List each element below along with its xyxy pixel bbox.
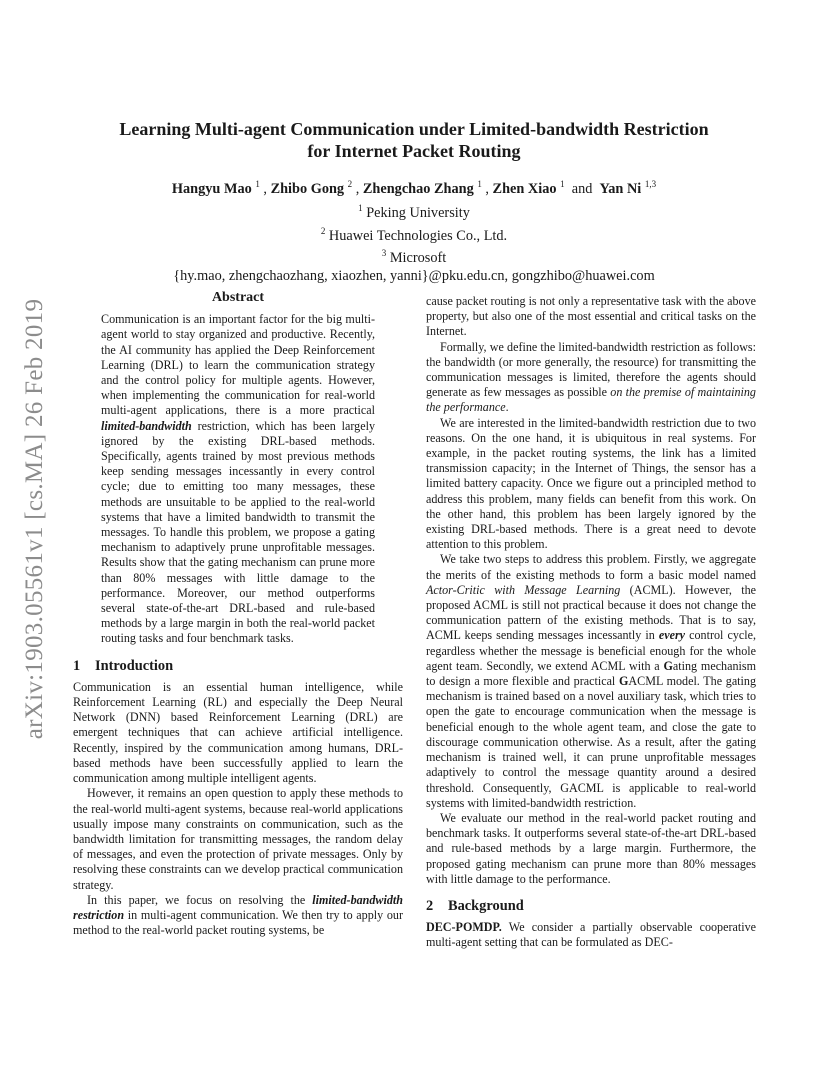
section-title: Introduction — [95, 657, 174, 674]
text-span: ACML model. The gating mechanism is trained based on a novel auxiliary task, which tries to open the gate to encourage communication when the message is beneficial enough to the whole agent team, and close the gate to discourage communication otherwise. As a result, after the gating mechanism is trained well, it can prune unprofitable messages adaptively to control the message quantity around a desired threshold. Consequently, GACML is applicable to real-world systems with limited-bandwidth restriction. — [426, 674, 756, 810]
paper-title — [72, 118, 756, 162]
author-name: Zhen Xiao — [492, 180, 557, 197]
author-affiliation-mark: 1 — [477, 179, 482, 189]
bold-letter: G — [663, 658, 673, 673]
author-affiliation-mark: 1 — [560, 179, 565, 189]
affiliation-name: Huawei Technologies Co., Ltd. — [328, 227, 508, 244]
right-paragraph-1 — [426, 340, 756, 416]
affiliation-3 — [72, 244, 756, 267]
intro-paragraph-2: However, it remains an open question to apply these methods to the real-world multi-agent systems, because real-world applications usually impose many constraints on communication, such as the bandwidth limitation for transmitting messages, the random delay of messages, and even the protection of private messages. Only by resolving these constraints can we develop practical communication strategy. — [73, 786, 403, 892]
text-span: We take two steps to address this problem. Firstly, we aggregate the merits of the existing methods to form a basic model named — [426, 552, 756, 582]
abstract-part: restriction, which has been largely ignored by the existing DRL-based methods. Specifically, agents trained by most previous methods keep sending messages incessantly in every control cycle; due to emitting too many messages, these methods are unsuitable to be applied to the real-world systems that have a limited bandwidth to transmit the messages. To handle this problem, we propose a gating mechanism to adaptively prune unprofitable messages. Results show that the gating mechanism can prune more than 80% messages with little damage to the performance. Moreover, our method outperforms several state-of-the-art DRL-based and rule-based methods by a large margin in both the real-world packet routing tasks and four benchmark tasks. — [101, 418, 375, 646]
left-column — [73, 290, 403, 938]
text-span: control cycle, regardless whether the message is beneficial enough for the whole agent team. Secondly, we extend ACML with a — [426, 628, 756, 673]
text-span: ating mechanism to design a more flexible and practical — [426, 658, 756, 689]
text-span: We consider a partially observable cooperative multi-agent setting that can be formulated as DEC- — [426, 920, 756, 950]
right-paragraph-4: We evaluate our method in the real-world packet routing and benchmark tasks. It outperforms several state-of-the-art DRL-based and rule-based methods by a large margin. Furthermore, the proposed gating mechanism can prune more than 80% messages with little damage to the performance. — [426, 810, 756, 886]
author-affiliation-mark: 1,3 — [644, 179, 657, 189]
right-column — [426, 294, 756, 951]
abstract-emphasis: limited-bandwidth — [101, 418, 192, 433]
author-list: Hangyu Mao $^1$ , Zhibo Gong $^2$ , Zhengchao Zhang $^1$ , Zhen Xiao $^1$ and Yan Ni $^{1,3}$ — [171, 179, 657, 197]
emphasis: on the premise of maintaining the performance — [426, 385, 756, 415]
emphasis: limited-bandwidth restriction — [73, 892, 403, 922]
affiliation-number: 1 — [358, 202, 363, 213]
intro-paragraph-3 — [73, 893, 403, 939]
title-line-2: for Internet Packet Routing — [307, 141, 521, 161]
affiliation-name: Peking University — [366, 204, 470, 221]
right-paragraph-0: cause packet routing is not only a representative task with the above property, but also one of the most essential and critical tasks on the Internet. — [426, 294, 756, 339]
emphasis: Actor-Critic with Message Learning — [426, 582, 621, 597]
author-name: Yan Ni — [599, 180, 642, 197]
text-span: In this paper, we focus on resolving the — [87, 892, 313, 907]
abstract-heading: Abstract — [211, 290, 265, 305]
section-title: Background — [448, 897, 524, 914]
paper-header — [72, 118, 756, 285]
right-paragraph-3 — [426, 552, 756, 810]
paragraph-title: DEC-POMDP. — [426, 920, 502, 935]
section-number: 1 — [73, 657, 81, 674]
bold-letter: G — [618, 674, 629, 689]
affiliation-2 — [72, 222, 756, 245]
arxiv-side-stamp — [12, 276, 58, 762]
text-span: (ACML). However, the proposed ACML is still not practical because it does not change the communication pattern of the existing methods. That is to say, ACML keeps sending messages incessantly in — [426, 582, 756, 643]
author-affiliation-mark: 2 — [347, 179, 353, 189]
text-span: Formally, we define the limited-bandwidth restriction as follows: the bandwidth (or more generally, the resource) for transmitting the communication messages is limited, therefore the agents should generate as few messages as possible — [426, 339, 756, 400]
affiliation-number: 2 — [320, 225, 326, 236]
section-heading-introduction — [73, 659, 403, 674]
author-emails: {hy.mao, zhengchaozhang, xiaozhen, yanni}@pku.edu.cn, gongzhibo@huawei.com — [173, 268, 655, 285]
author-name: Zhibo Gong — [270, 180, 345, 197]
author-affiliation-mark: 1 — [255, 179, 260, 189]
intro-paragraph-1: Communication is an essential human intelligence, while Reinforcement Learning (RL) and especially the Deep Neural Network (DNN) based Reinforcement Learning (DRL) are emergent techniques that can achieve artificial intelligence. Recently, inspired by the communication among humans, DRL-based methods have been successfully applied to learn the communication among multiple intelligent agents. — [73, 679, 403, 786]
text-span: in multi-agent communication. We then try to apply our method to the real-world packet routing systems, be — [73, 907, 403, 938]
section-heading-background — [426, 899, 756, 914]
author-name: Zhengchao Zhang — [362, 180, 474, 197]
author-conjunction: and — [571, 180, 593, 197]
affiliation-name: Microsoft — [389, 250, 447, 267]
right-paragraph-2: We are interested in the limited-bandwidth restriction due to two reasons. On the one hand, it is ubiquitous in real systems. For example, in the packet routing systems, the link has a limited transmission capacity; in the Internet of Things, the sensor has a limited battery capacity. Once we figure out a principled method to address this problem, many fields can benefit from this work. On the other hand, this problem has been largely ignored by the existing DRL-based methods. There is a great need to devote attention to this problem. — [426, 415, 756, 552]
author-name: Hangyu Mao — [171, 180, 252, 197]
background-paragraph — [426, 920, 756, 950]
abstract-part: Communication is an important factor for the big multi-agent world to stay organized and productive. Recently, the AI community has applied the Deep Reinforcement Learning (DRL) to learn the communication strategy and the control policy for multiple agents. However, when implementing the communication for real-world multi-agent applications, there is a more practical — [101, 312, 375, 418]
title-line-1: Learning Multi-agent Communication under Limited-bandwidth Restriction — [119, 119, 709, 139]
affiliation-1 — [72, 199, 756, 222]
text-span: . — [505, 400, 509, 415]
affiliation-number: 3 — [381, 248, 387, 259]
section-number: 2 — [426, 897, 434, 914]
emphasis: every — [658, 628, 686, 643]
abstract-text — [101, 312, 375, 646]
arxiv-identifier: arXiv:1903.05561v1 [cs.MA] 26 Feb 2019 — [21, 298, 48, 740]
